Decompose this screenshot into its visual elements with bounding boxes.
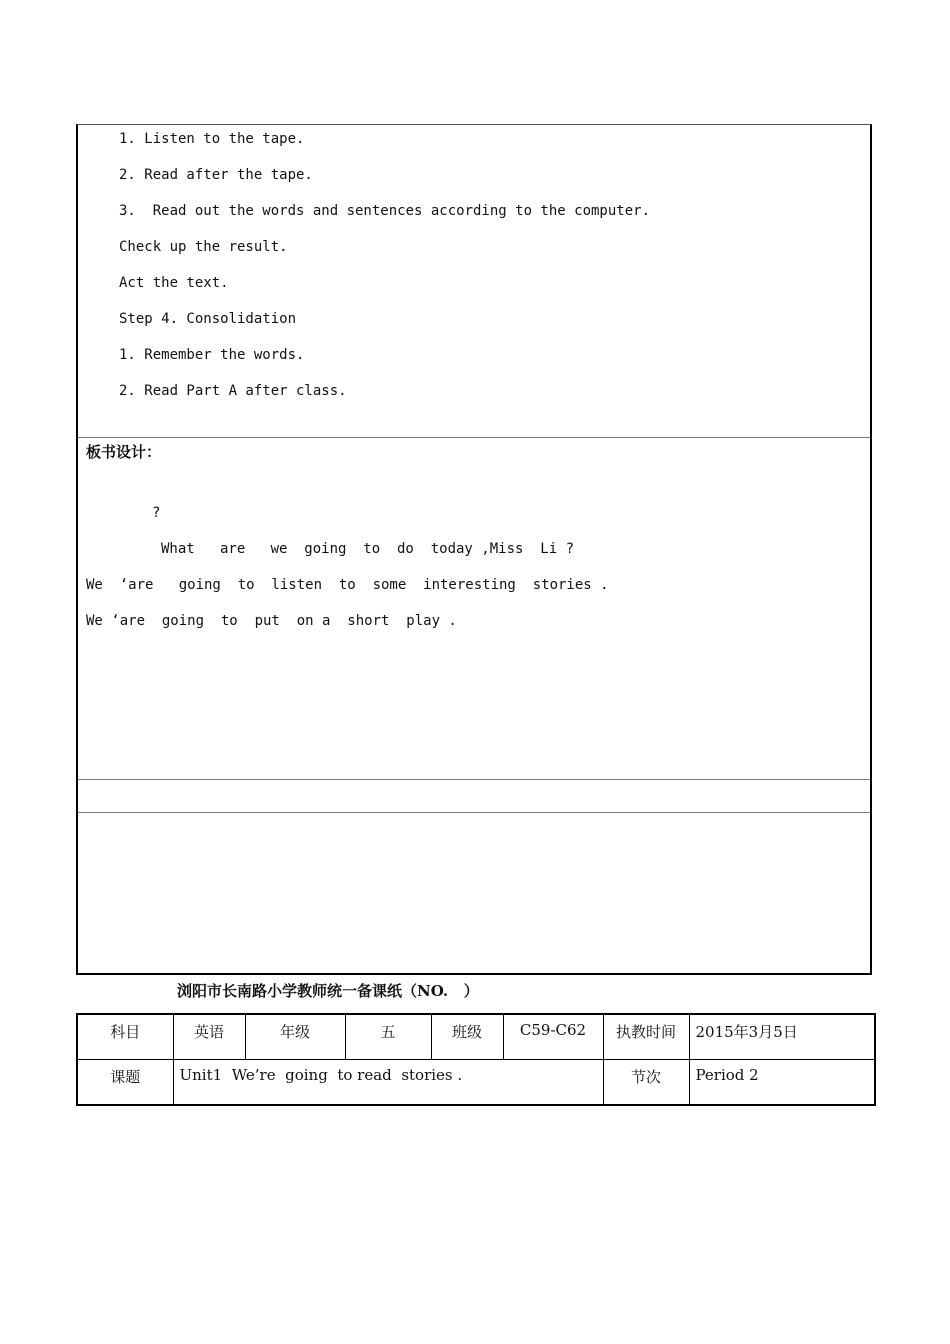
step-line-3: 3. Read out the words and sentences according to the computer. (119, 203, 651, 219)
divider-empty-row-top (78, 779, 870, 780)
lesson-header-table (76, 1013, 876, 1106)
topic-label: 课题 (77, 1060, 173, 1106)
grade-label: 年级 (245, 1014, 345, 1060)
board-question-mark: ? (152, 505, 161, 521)
step-line-4: Check up the result. (119, 239, 288, 255)
grade-value: 五 (345, 1014, 431, 1060)
step-line-1: 1. Listen to the tape. (119, 131, 305, 147)
date-value: 2015年3月5日 (689, 1014, 875, 1060)
board-line-2: We ‘are going to listen to some interesting stories . (86, 577, 609, 593)
class-value: C59-C62 (503, 1014, 603, 1060)
divider-empty-row-bottom (78, 812, 870, 813)
header-row-2 (77, 1060, 875, 1106)
subject-value: 英语 (173, 1014, 245, 1060)
board-line-3: We ‘are going to put on a short play . (86, 613, 457, 629)
step-line-7: 1. Remember the words. (119, 347, 305, 363)
header-row-1 (77, 1014, 875, 1060)
class-label: 班级 (431, 1014, 503, 1060)
step-line-2: 2. Read after the tape. (119, 167, 313, 183)
period-label: 节次 (603, 1060, 689, 1106)
divider-board-design (78, 437, 870, 438)
form-title: 浏阳市长南路小学教师统一备课纸（NO. ） (177, 982, 479, 1000)
step-line-8: 2. Read Part A after class. (119, 383, 347, 399)
step-line-5: Act the text. (119, 275, 229, 291)
period-value: Period 2 (689, 1060, 875, 1106)
date-label: 执教时间 (603, 1014, 689, 1060)
topic-value: Unit1 We’re going to read stories . (173, 1060, 603, 1106)
step-line-6: Step 4. Consolidation (119, 311, 297, 327)
subject-label: 科目 (77, 1014, 173, 1060)
board-design-label: 板书设计： (86, 443, 162, 461)
board-line-1: What are we going to do today ,Miss Li ? (161, 541, 575, 557)
